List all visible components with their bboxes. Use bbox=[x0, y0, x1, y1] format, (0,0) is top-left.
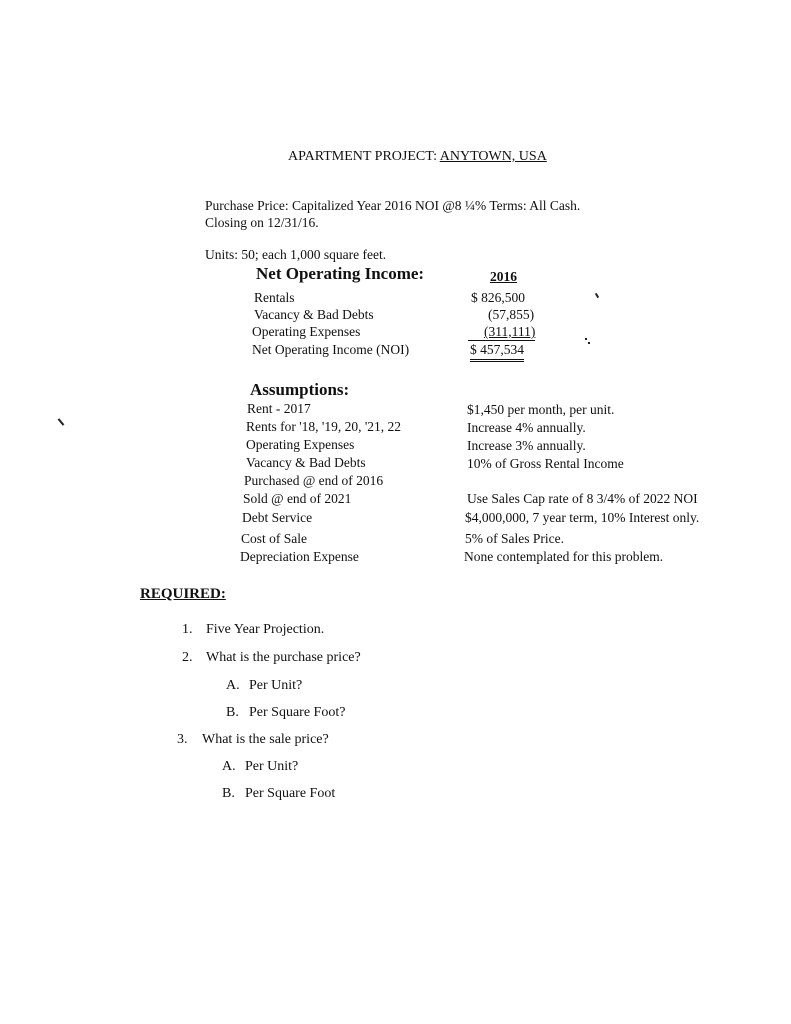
required-subitem-text: Per Square Foot bbox=[245, 786, 336, 801]
title-location: ANYTOWN, USA bbox=[439, 149, 547, 164]
required-subitem-text: Per Unit? bbox=[245, 759, 299, 774]
assumption-value: 10% of Gross Rental Income bbox=[467, 456, 624, 471]
noi-year: 2016 bbox=[490, 269, 517, 284]
assumption-value: Use Sales Cap rate of 8 3/4% of 2022 NOI bbox=[467, 491, 698, 506]
assumption-label: Purchased @ end of 2016 bbox=[244, 473, 384, 488]
required-heading: REQUIRED: bbox=[140, 586, 226, 602]
required-item-text: Five Year Projection. bbox=[206, 622, 325, 637]
scan-mark bbox=[595, 293, 599, 298]
assumption-label: Rents for '18, '19, 20, '21, 22 bbox=[246, 419, 402, 434]
noi-row-label: Rentals bbox=[254, 290, 295, 305]
assumption-value: Increase 3% annually. bbox=[467, 438, 586, 453]
noi-total-value: $ 457,534 bbox=[470, 342, 524, 362]
assumption-value: 5% of Sales Price. bbox=[465, 531, 564, 546]
assumption-value: None contemplated for this problem. bbox=[464, 549, 664, 564]
scan-mark bbox=[58, 418, 65, 425]
required-subitem-letter: A. bbox=[226, 678, 240, 693]
assumption-label: Depreciation Expense bbox=[240, 549, 359, 564]
required-subitem-letter: B. bbox=[222, 786, 235, 801]
required-item-number: 3. bbox=[177, 732, 188, 747]
required-subitem-text: Per Square Foot? bbox=[249, 705, 346, 720]
noi-row-label: Vacancy & Bad Debts bbox=[254, 307, 374, 322]
noi-row-value: (57,855) bbox=[488, 307, 535, 322]
scan-mark bbox=[588, 342, 590, 344]
required-subitem-text: Per Unit? bbox=[249, 678, 303, 693]
required-item-text: What is the purchase price? bbox=[206, 650, 361, 665]
assumption-label: Sold @ end of 2021 bbox=[243, 491, 352, 506]
assumption-label: Vacancy & Bad Debts bbox=[246, 455, 366, 470]
noi-row-value: $ 826,500 bbox=[471, 290, 525, 305]
required-subitem-letter: A. bbox=[222, 759, 236, 774]
required-subitem-letter: B. bbox=[226, 705, 239, 720]
assumption-label: Rent - 2017 bbox=[247, 401, 311, 416]
assumption-label: Operating Expenses bbox=[246, 437, 355, 452]
purchase-line-1: Purchase Price: Capitalized Year 2016 NOI @8 ¼% Terms: All Cash. bbox=[205, 198, 581, 213]
subtotal-rule bbox=[468, 340, 535, 341]
units-line: Units: 50; each 1,000 square feet. bbox=[205, 247, 387, 262]
page-title bbox=[288, 149, 547, 165]
required-item-text: What is the sale price? bbox=[202, 732, 329, 747]
purchase-line-2: Closing on 12/31/16. bbox=[205, 215, 319, 230]
scan-mark bbox=[585, 338, 587, 340]
title-prefix: APARTMENT PROJECT: bbox=[288, 149, 437, 164]
noi-row-label: Operating Expenses bbox=[252, 324, 361, 339]
noi-row-value: (311,111) bbox=[484, 324, 536, 339]
assumptions-heading: Assumptions: bbox=[250, 380, 350, 399]
assumption-value: $4,000,000, 7 year term, 10% Interest only. bbox=[465, 510, 700, 525]
noi-heading: Net Operating Income: bbox=[256, 264, 425, 283]
assumption-label: Cost of Sale bbox=[241, 531, 307, 546]
assumption-value: $1,450 per month, per unit. bbox=[467, 402, 615, 417]
assumption-value: Increase 4% annually. bbox=[467, 420, 586, 435]
assumption-label: Debt Service bbox=[242, 510, 313, 525]
noi-row-label: Net Operating Income (NOI) bbox=[252, 342, 410, 357]
required-item-number: 2. bbox=[182, 650, 193, 665]
required-item-number: 1. bbox=[182, 622, 193, 637]
